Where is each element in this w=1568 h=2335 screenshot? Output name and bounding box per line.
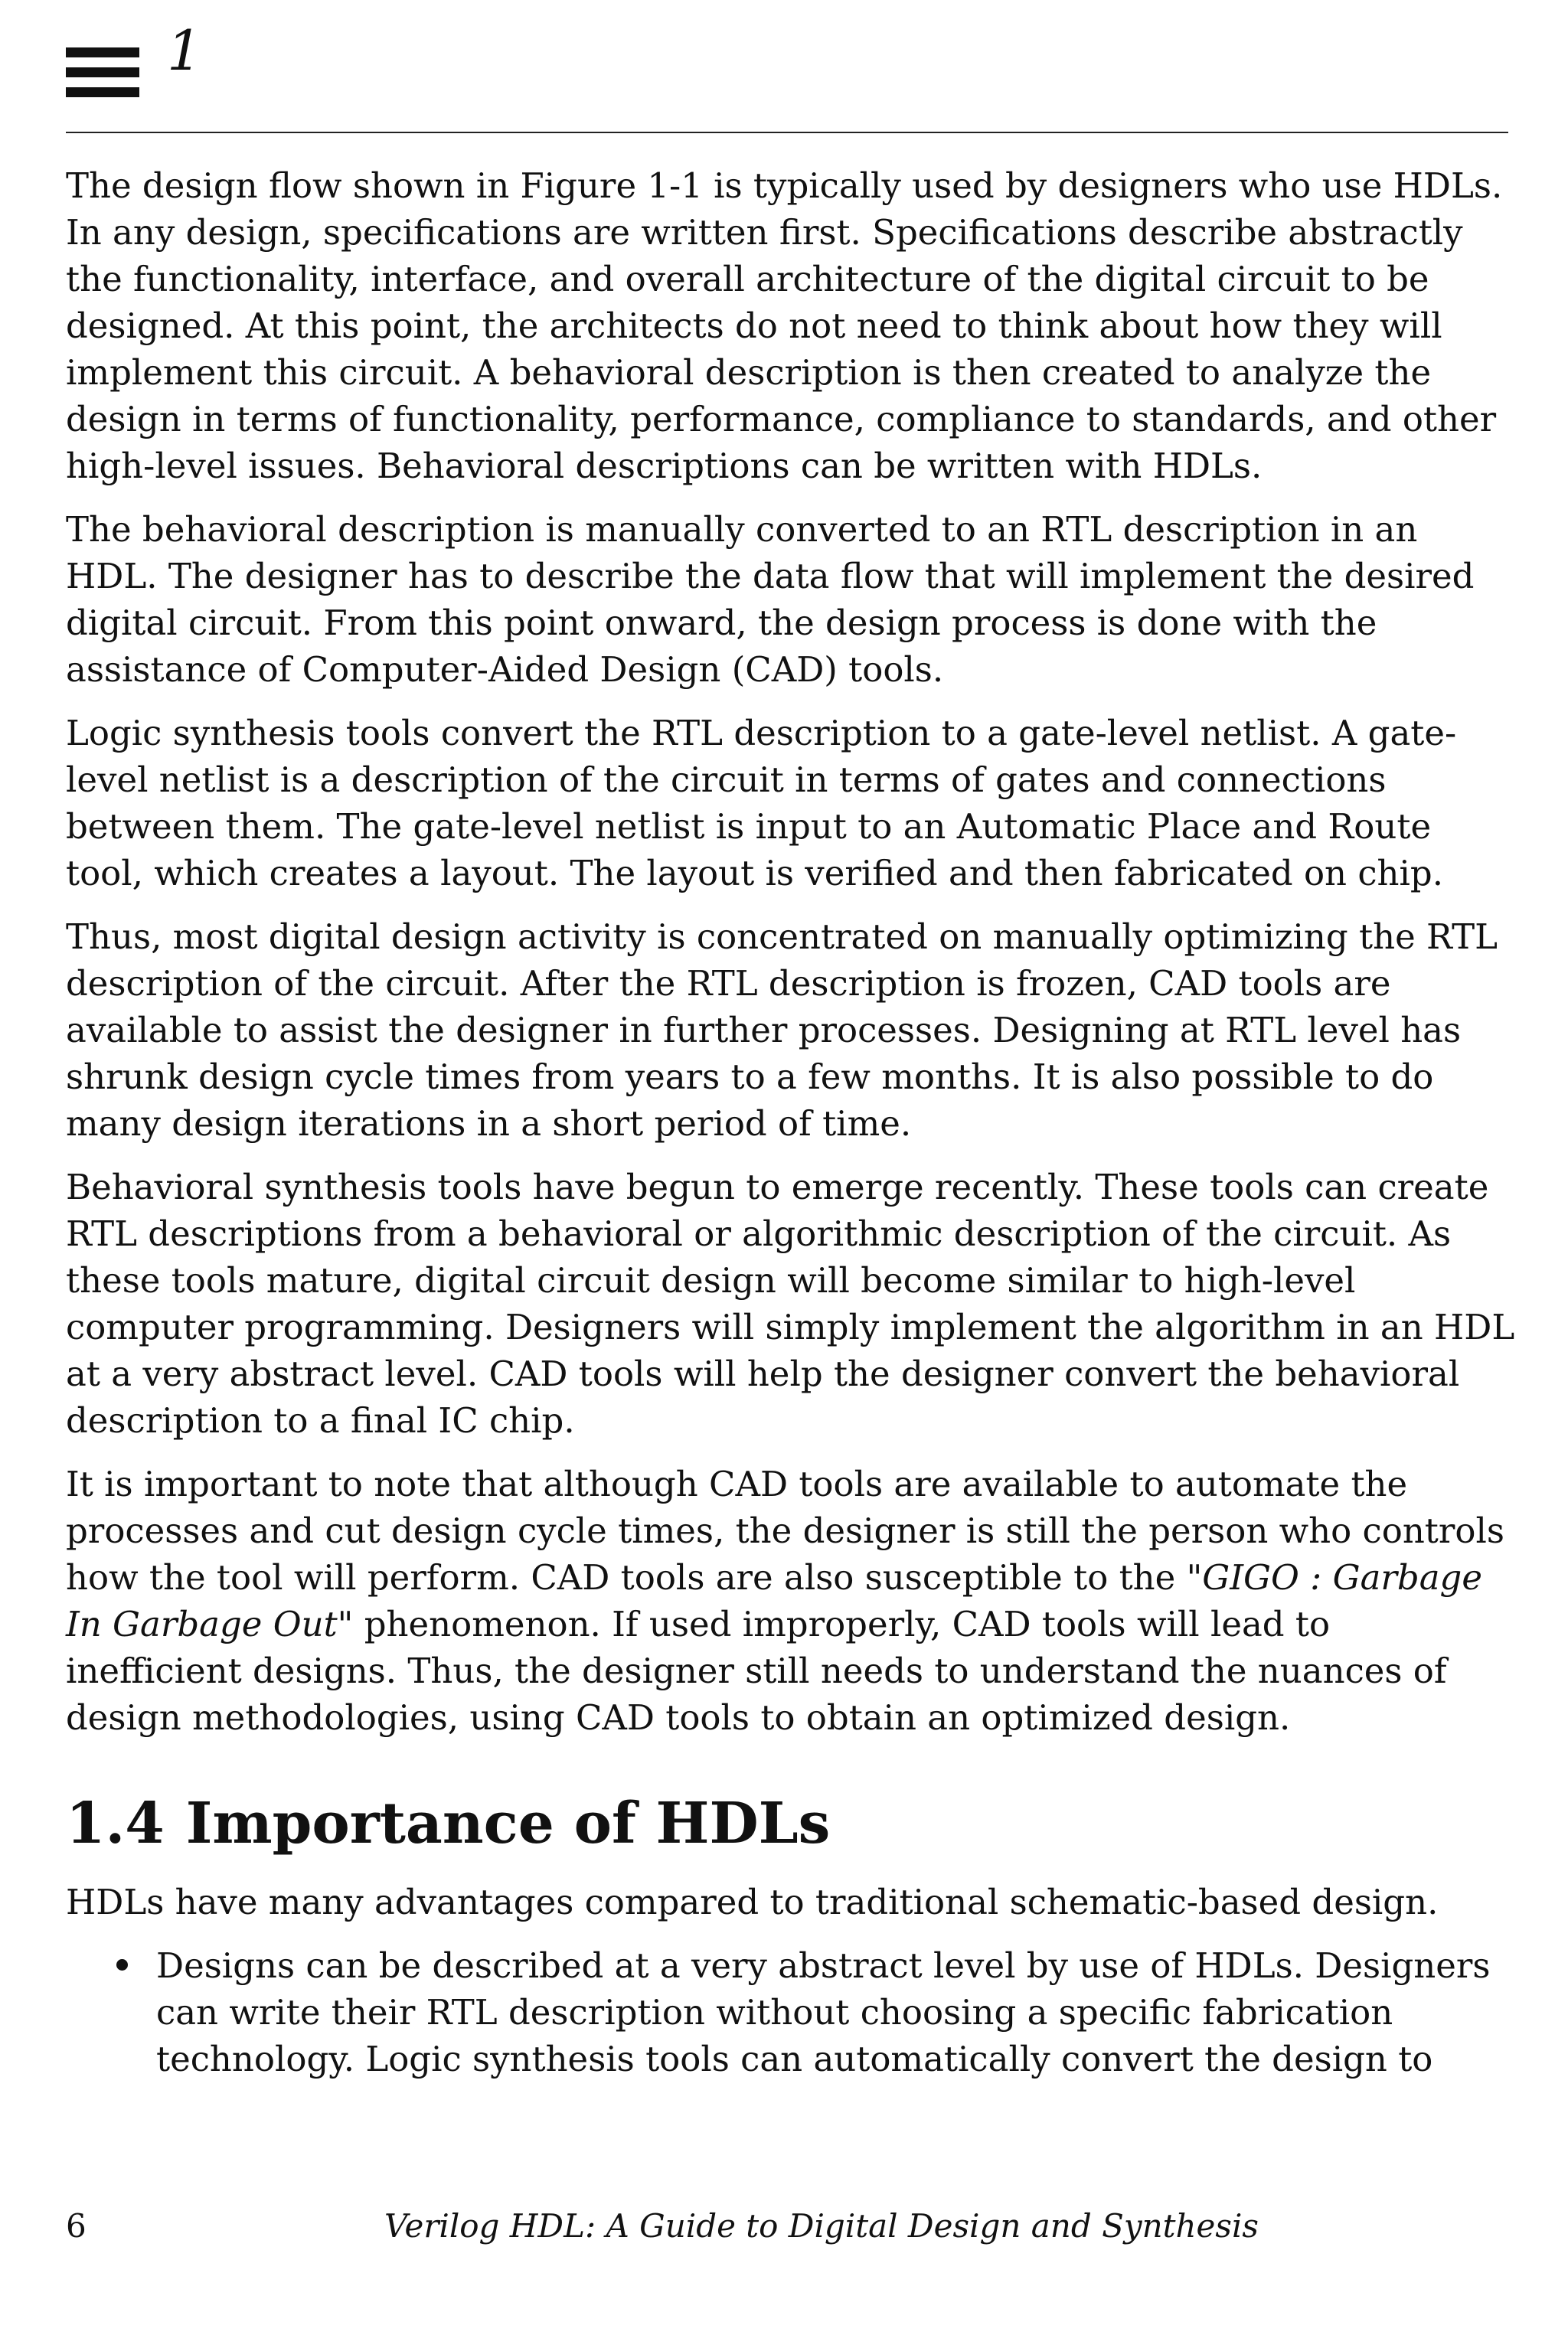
bullet-text: Designs can be described at a very abstract level by use of HDLs. Designers can write their RTL description without choosing a specific fabrication technology. Logic synthesis tools can automatically convert the design to	[156, 1945, 1491, 2079]
paragraph-logic-synthesis: Logic synthesis tools convert the RTL description to a gate-level netlist. A gate-level netlist is a description of the circuit in terms of gates and connections between them. The gate-level netlist is input to an Automatic Place and Route tool, which creates a layout. The layout is verified and then fabricated on chip.	[66, 713, 1457, 893]
paragraph-gigo	[66, 1461, 1517, 1741]
paragraph-rtl-optimization: Thus, most digital design activity is concentrated on manually optimizing the RTL description of the circuit. After the RTL description is frozen, CAD tools are available to assist the designer in further processes. Designing at RTL level has shrunk design cycle times from years to a few months. It is also possible to do many design iterations in a short period of time.	[66, 916, 1498, 1144]
chapter-bar	[66, 87, 139, 97]
page-content	[66, 162, 1517, 2082]
paragraph-behavioral-synthesis: Behavioral synthesis tools have begun to emerge recently. These tools can create RTL descriptions from a behavioral or algorithmic description of the circuit. As these tools mature, digital circuit design will become similar to high-level computer programming. Designers will simply implement the algorithm in an HDL at a very abstract level. CAD tools will help the designer convert the behavioral description to a final IC chip.	[66, 1167, 1515, 1441]
list-item	[66, 1942, 1517, 2082]
section-heading	[66, 1788, 1517, 1859]
paragraph-design-flow: The design flow shown in Figure 1-1 is typically used by designers who use HDLs. In any design, specifications are written first. Specifications describe abstractly the functionality, interface, and overall architecture of the digital circuit to be designed. At this point, the architects do not need to think about how they will implement this circuit. A behavioral description is then created to analyze the design in terms of functionality, performance, compliance to standards, and other high-level issues. Behavioral descriptions can be written with HDLs.	[66, 165, 1503, 486]
page-number: 6	[66, 2207, 87, 2245]
page-footer	[66, 2203, 1508, 2257]
header-rule	[66, 132, 1508, 133]
running-title: Verilog HDL: A Guide to Digital Design and Synthesis	[384, 2207, 1259, 2245]
section-intro: HDLs have many advantages compared to traditional schematic-based design.	[66, 1882, 1439, 1922]
gigo-text-before: It is important to note that although CAD tools are available to automate the processes and cut design cycle times, the designer is still the person who controls how the tool will perform. CAD tools are also susceptible to the	[66, 1464, 1504, 1598]
bullet-icon	[116, 1959, 128, 1971]
section-title: Importance of HDLs	[185, 1791, 831, 1857]
chapter-number: 1	[167, 18, 202, 83]
section-number: 1.4	[66, 1791, 165, 1857]
chapter-marker-icon	[66, 38, 142, 115]
gigo-emphasis: "GIGO : Garbage In Garbage Out"	[66, 1557, 1482, 1644]
paragraph-behavioral-description: The behavioral description is manually converted to an RTL description in an HDL. The designer has to describe the data flow that will implement the desired digital circuit. From this point onward, the design process is done with the assistance of Computer-Aided Design (CAD) tools.	[66, 509, 1475, 690]
chapter-bar	[66, 67, 139, 77]
gigo-text-after: phenomenon. If used improperly, CAD tools will lead to inefficient designs. Thus, the designer still needs to understand the nuances of design methodologies, using CAD tools to obtain an optimized design.	[66, 1604, 1447, 1738]
chapter-bar	[66, 47, 139, 57]
